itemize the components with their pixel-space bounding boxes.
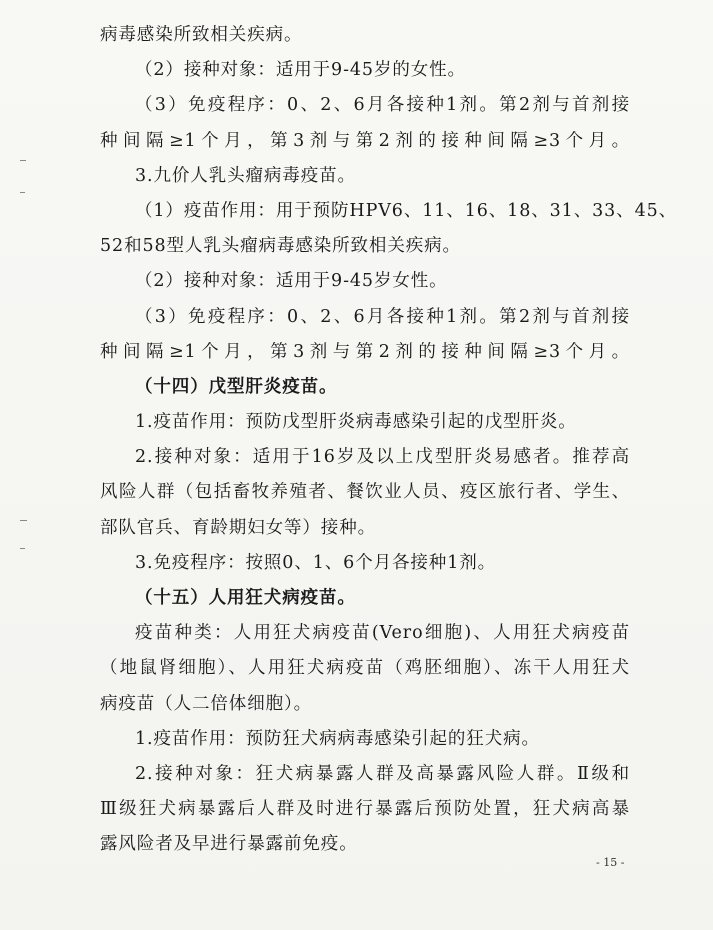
paragraph-line: （1）疫苗作用：用于预防HPV6、11、16、18、31、33、45、 (135, 200, 678, 221)
margin-mark (20, 160, 26, 161)
paragraph-line: 2.接种对象：狂犬病暴露人群及高暴露风险人群。Ⅱ级和 (135, 763, 630, 784)
paragraph-line: 风险人群（包括畜牧养殖者、餐饮业人员、疫区旅行者、学生、 (100, 482, 630, 503)
document-body (100, 18, 678, 863)
page-number: - 15 - (596, 856, 625, 869)
paragraph-line: Ⅲ级狂犬病暴露后人群及时进行暴露后预防处置，狂犬病高暴 (100, 799, 630, 820)
paragraph-line: 病毒感染所致相关疾病。 (100, 25, 303, 45)
margin-mark (20, 520, 27, 521)
margin-mark (20, 548, 25, 549)
paragraph-line: 3.九价人乳头瘤病毒疫苗。 (135, 165, 356, 186)
paragraph-line: 52和58型人乳头瘤病毒感染所致相关疾病。 (100, 236, 461, 257)
paragraph-line: 病疫苗（人二倍体细胞）。 (100, 693, 313, 714)
paragraph-line: 1.疫苗作用：预防戊型肝炎病毒感染引起的戊型肝炎。 (135, 412, 577, 433)
paragraph-line: 1.疫苗作用：预防狂犬病病毒感染引起的狂犬病。 (135, 728, 540, 749)
margin-mark (20, 192, 25, 193)
section-heading: （十四）戊型肝炎疫苗。 (135, 376, 338, 397)
paragraph-line: 3.免疫程序：按照0、1、6个月各接种1剂。 (135, 552, 497, 573)
paragraph-line: （2）接种对象：适用于9-45岁的女性。 (135, 60, 466, 81)
paragraph-line: （3）免疫程序：0、2、6月各接种1剂。第2剂与首剂接 (135, 306, 630, 327)
section-heading: （十五）人用狂犬病疫苗。 (135, 588, 356, 608)
paragraph-line: （2）接种对象：适用于9-45岁女性。 (135, 271, 448, 292)
paragraph-line: 种间隔≥1个月，第3剂与第2剂的接种间隔≥3个月。 (100, 130, 630, 151)
paragraph-line: 种间隔≥1个月，第3剂与第2剂的接种间隔≥3个月。 (100, 341, 630, 362)
paragraph-line: 2.接种对象：适用于16岁及以上戊型肝炎易感者。推荐高 (135, 447, 630, 468)
paragraph-line: 露风险者及早进行暴露前免疫。 (100, 834, 358, 855)
paragraph-line: 部队官兵、育龄期妇女等）接种。 (100, 517, 376, 538)
paragraph-line: （3）免疫程序：0、2、6月各接种1剂。第2剂与首剂接 (135, 95, 630, 116)
paragraph-line: （地鼠肾细胞）、人用狂犬病疫苗（鸡胚细胞）、冻干人用狂犬 (100, 658, 630, 679)
paragraph-line: 疫苗种类：人用狂犬病疫苗(Vero细胞)、人用狂犬病疫苗 (135, 623, 630, 644)
